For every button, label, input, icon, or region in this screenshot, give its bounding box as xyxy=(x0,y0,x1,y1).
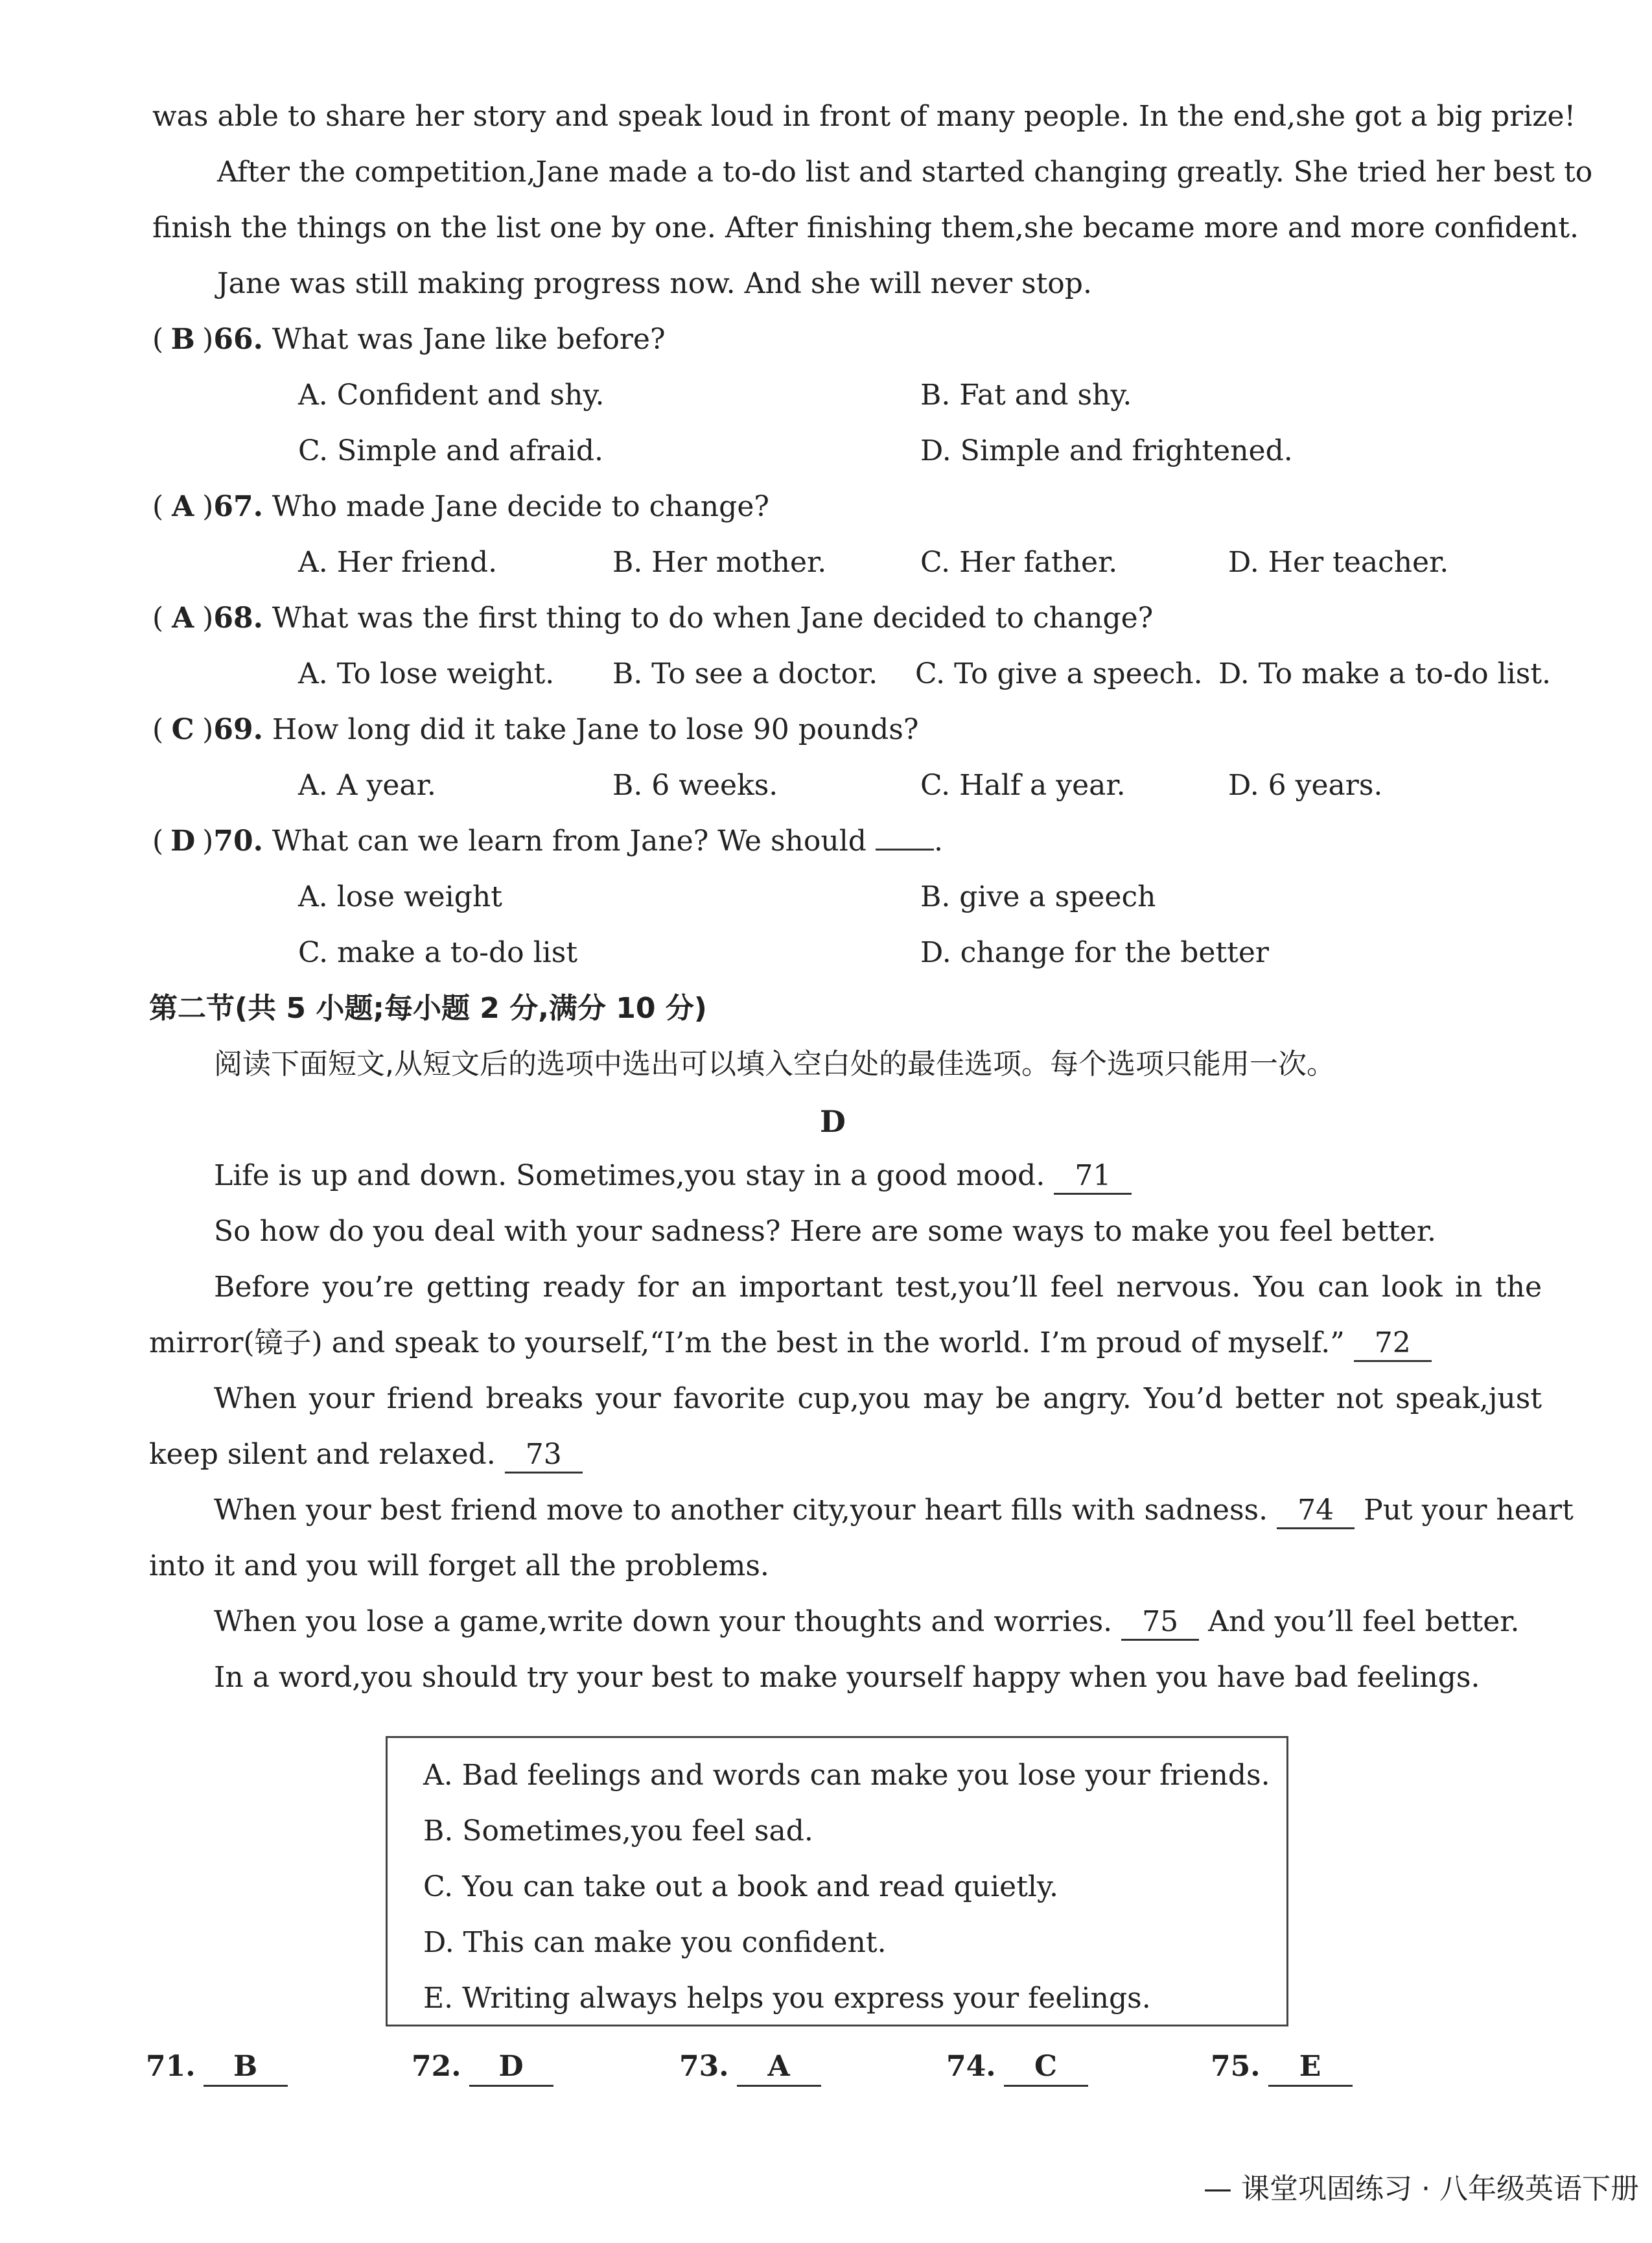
q69-option-b: B. 6 weeks. xyxy=(612,769,778,802)
q67-option-d: D. Her teacher. xyxy=(1228,546,1449,579)
q66-option-a: A. Confident and shy. xyxy=(298,379,605,412)
choice-e: E. Writing always helps you express your feelings. xyxy=(423,1982,1151,2015)
passage-d-p3a: Before you’re getting ready for an important test,you’ll feel nervous. You can look in the xyxy=(214,1271,1542,1304)
q67-option-a: A. Her friend. xyxy=(298,546,498,579)
q66-option-d: D. Simple and frightened. xyxy=(920,434,1293,467)
answer-71 xyxy=(146,2049,288,2087)
question-number-69: 69. xyxy=(213,713,263,746)
passage-d-p2: So how do you deal with your sadness? Here are some ways to make you feel better. xyxy=(214,1215,1437,1248)
question-text-67: Who made Jane decide to change? xyxy=(272,490,769,523)
passage-d-p6-post: And you’ll feel better. xyxy=(1208,1605,1520,1638)
question-number-68: 68. xyxy=(213,602,263,635)
question-text-70: What can we learn from Jane? We should xyxy=(272,825,867,858)
q70-end: . xyxy=(933,825,943,858)
answer-71-num: 71. xyxy=(146,2050,196,2083)
passage-d-p6-pre: When you lose a game,write down your thoughts and worries. xyxy=(214,1605,1113,1638)
passage-d-p6 xyxy=(214,1603,1519,1641)
question-text-69: How long did it take Jane to lose 90 pounds? xyxy=(272,713,919,746)
q66-option-b: B. Fat and shy. xyxy=(920,379,1132,412)
q70-option-b: B. give a speech xyxy=(920,880,1156,913)
choice-d: D. This can make you confident. xyxy=(423,1926,887,1959)
answer-72-value[interactable]: D xyxy=(469,2049,553,2087)
question-number-67: 67. xyxy=(213,490,263,523)
section-2-instruction: 阅读下面短文,从短文后的选项中选出可以填入空白处的最佳选项。每个选项只能用一次。 xyxy=(214,1048,1335,1081)
passage-d-p4b xyxy=(149,1435,583,1474)
q70-blank[interactable] xyxy=(876,849,934,851)
question-number-66: 66. xyxy=(213,323,263,356)
passage-c-line-1: was able to share her story and speak loud in front of many people. In the end,she got a big prize! xyxy=(152,100,1576,133)
answer-75-value[interactable]: E xyxy=(1268,2049,1353,2087)
question-number-70: 70. xyxy=(213,825,263,858)
answer-67: A xyxy=(172,490,194,523)
answer-72 xyxy=(412,2049,553,2087)
choices-box xyxy=(386,1736,1288,2026)
q67-option-c: C. Her father. xyxy=(920,546,1118,579)
q68-option-a: A. To lose weight. xyxy=(298,657,555,690)
passage-d-p1 xyxy=(214,1157,1132,1195)
passage-d-p5a-pre: When your best friend move to another city,your heart fills with sadness. xyxy=(214,1494,1268,1527)
q68-option-c: C. To give a speech. xyxy=(915,657,1203,690)
q66-option-c: C. Simple and afraid. xyxy=(298,434,604,467)
question-68: ( A )68. What was the first thing to do when Jane decided to change? xyxy=(152,599,1153,638)
q68-option-b: B. To see a doctor. xyxy=(612,657,878,690)
answer-75 xyxy=(1211,2049,1353,2087)
blank-71[interactable]: 71 xyxy=(1054,1159,1132,1195)
q69-option-d: D. 6 years. xyxy=(1228,769,1383,802)
passage-d-p4a: When your friend breaks your favorite cup,you may be angry. You’d better not speak,just xyxy=(214,1382,1542,1415)
choice-a: A. Bad feelings and words can make you lose your friends. xyxy=(423,1759,1270,1792)
passage-d-p7: In a word,you should try your best to make yourself happy when you have bad feelings. xyxy=(214,1661,1480,1694)
passage-d-p5a-post: Put your heart xyxy=(1364,1494,1574,1527)
question-67: ( A )67. Who made Jane decide to change? xyxy=(152,487,769,526)
answer-74 xyxy=(946,2049,1088,2087)
q70-option-d: D. change for the better xyxy=(920,936,1269,969)
blank-75[interactable]: 75 xyxy=(1121,1605,1199,1641)
question-70: ( D )70. What can we learn from Jane? We should . xyxy=(152,822,943,861)
choice-c: C. You can take out a book and read quietly. xyxy=(423,1870,1058,1903)
answer-73-value[interactable]: A xyxy=(737,2049,821,2087)
answer-75-num: 75. xyxy=(1211,2050,1261,2083)
passage-c-line-2: After the competition,Jane made a to-do list and started changing greatly. She tried her best to xyxy=(217,156,1593,189)
passage-d-p5a xyxy=(214,1491,1574,1530)
answer-74-value[interactable]: C xyxy=(1004,2049,1088,2087)
passage-d-p3b-text: mirror(镜子) and speak to yourself,“I’m the best in the world. I’m proud of myself.” xyxy=(149,1326,1345,1359)
passage-c-line-3: finish the things on the list one by one. After finishing them,she became more and more confident. xyxy=(152,211,1579,244)
answer-73 xyxy=(679,2049,821,2087)
passage-d-p1-text: Life is up and down. Sometimes,you stay in a good mood. xyxy=(214,1159,1045,1192)
q70-option-a: A. lose weight xyxy=(298,880,502,913)
answer-68: A xyxy=(172,602,194,635)
answer-69: C xyxy=(171,713,194,746)
passage-d-p4b-text: keep silent and relaxed. xyxy=(149,1438,496,1471)
page-footer: — 课堂巩固练习 · 八年级英语下册 xyxy=(1204,2172,1639,2205)
q69-option-a: A. A year. xyxy=(298,769,436,802)
answer-74-num: 74. xyxy=(946,2050,996,2083)
answer-71-value[interactable]: B xyxy=(204,2049,288,2087)
answer-70: D xyxy=(170,825,196,858)
question-text-68: What was the first thing to do when Jane decided to change? xyxy=(272,602,1154,635)
q68-option-d: D. To make a to-do list. xyxy=(1218,657,1552,690)
passage-d-p3b xyxy=(149,1324,1432,1363)
passage-c-line-4: Jane was still making progress now. And she will never stop. xyxy=(217,267,1092,300)
q70-option-c: C. make a to-do list xyxy=(298,936,578,969)
blank-72[interactable]: 72 xyxy=(1354,1326,1432,1362)
answer-72-num: 72. xyxy=(412,2050,461,2083)
question-66: ( B )66. What was Jane like before? xyxy=(152,320,666,359)
question-text-66: What was Jane like before? xyxy=(272,323,666,356)
passage-d-p5b: into it and you will forget all the problems. xyxy=(149,1549,769,1582)
blank-73[interactable]: 73 xyxy=(505,1438,583,1474)
q67-option-b: B. Her mother. xyxy=(612,546,827,579)
blank-74[interactable]: 74 xyxy=(1277,1494,1355,1529)
q69-option-c: C. Half a year. xyxy=(920,769,1126,802)
choice-b: B. Sometimes,you feel sad. xyxy=(423,1814,813,1848)
section-2-title: 第二节(共 5 小题;每小题 2 分,满分 10 分) xyxy=(149,992,707,1025)
passage-d-label: D xyxy=(820,1104,846,1139)
answer-73-num: 73. xyxy=(679,2050,729,2083)
answer-66: B xyxy=(170,323,195,356)
question-69: ( C )69. How long did it take Jane to lose 90 pounds? xyxy=(152,710,918,749)
